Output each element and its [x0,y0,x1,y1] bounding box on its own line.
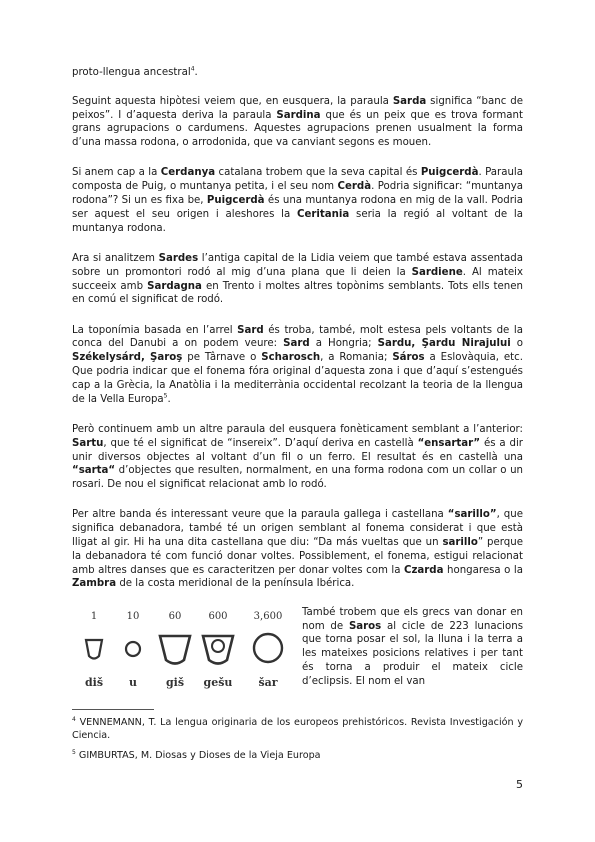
text: catalana trobem que la seva capital és [215,167,421,179]
sign-gesu-inner-circle [212,640,224,652]
text: a Hongria; [309,338,378,350]
text: . Al mateix succeeix amb [72,266,523,292]
sumerian-number-signs-figure [72,606,294,692]
paragraph-sarda [72,95,523,150]
sumerian-signs-svg [72,606,294,692]
text: Ara si analitzem [72,252,159,264]
footnotes [72,716,523,769]
bold-term: Sardagna [147,280,202,292]
bold-term: Sard [283,338,310,350]
text: La toponímia basada en l’arrel [72,324,238,336]
text: , a Romania; [320,352,393,364]
paragraph-continuation [72,66,523,80]
bold-term: Sardiene [411,266,463,278]
text: a Eslovàquia, etc. Que podria indicar que el fonema fóra original d’aquesta zona i que d’aquí s’estengués cap a la Grècia, la Anatòlia i la mediterrània occidental recolzant la teoria de la llengua de la Vella Europa [72,352,523,405]
bold-term: Puigcerdà [206,195,265,207]
bold-term: Ceritania [297,208,350,220]
text: Seguint aquesta hipòtesi veiem que, en eusquera, la paraula [72,95,393,107]
text: . Podria significar: “muntanya rodona”? Si un es fixa be, [72,181,523,207]
bold-term: Sard [237,324,264,336]
paragraph-sardes [72,252,523,307]
text: proto-llengua ancestral [72,67,191,78]
text: , que significa debanadora, també té un origen semblant al fonema considerat i que està lligat al gir. Hi ha una dita castellana que diu: “Da más vueltas que un [72,509,523,549]
sign-name-gis: giš [165,675,185,689]
text: de la costa meridional de la península Ibérica. [116,578,355,590]
text: significa “banc de peixos”. I d’aquesta deriva la paraula [72,95,523,121]
sign-number-1: 1 [90,610,98,622]
bold-term: Székelysárd, Şaroş [72,352,183,364]
footnote-ref-5: 5 [163,392,168,400]
text: és a dir unir diversos objectes al voltant d’un fil o un ferro. El resultat és en castellà una [72,437,523,463]
sign-name-dis: diš [84,675,104,689]
bold-term: sarillo [442,537,478,549]
document-body [72,66,523,692]
bold-term: Cerdanya [160,167,216,179]
sign-gis-glyph [160,636,190,664]
text: hongaresa o la [443,564,523,576]
paragraph-sarillo [72,508,523,591]
text: ” perque la debanadora té com funció donar voltes. Possiblement, el fonema, estigui relacionat amb altres danses que es caracteritzen per donar voltes com la [72,537,523,576]
bold-term: Sardes [158,252,199,264]
bold-term: Scharosch [261,352,321,364]
text: l’antiga capital de la Lidia veiem que també estava assentada sobre un promontori rodó al mig d’una plana que li deien la [72,252,523,278]
paragraph-toponimia [72,324,523,407]
bold-term: Cerdà [337,181,372,193]
footnote-text: GIMBURTAS, M. Diosas y Dioses de la Vieja Europa [78,750,321,761]
footnote-ref-4: 4 [190,65,195,73]
bold-term: Sardina [276,109,321,121]
text: és troba, també, molt estesa pels voltants de la conca del Danubi a on podem veure: [72,324,523,350]
sign-name-sar: šar [258,675,278,689]
text: pe Târnave o [182,352,262,364]
text: al cicle de 223 lunacions que torna posar el sol, la lluna i la terra a les mateixes posicions relatives i per tant és torna a produir el mateix cicle d’eclipsis. El nom el van [302,620,523,687]
bold-term: Puigcerdà [420,167,479,179]
bold-term: Sartu [72,437,104,449]
period: . [194,67,198,78]
sign-number-3600: 3,600 [253,610,283,622]
sign-number-10: 10 [126,610,140,622]
footnote-text: VENNEMANN, T. La lengua originaria de los europeos prehistóricos. Revista Investigación y Ciencia. [72,717,523,741]
footnote-4 [72,716,523,742]
sign-u-glyph [126,642,140,656]
bold-term: “sarillo” [447,509,497,521]
bold-term: Sáros [392,352,425,364]
bold-term: Czarda [404,564,444,576]
text: . Paraula composta de Puig, o muntanya petita, i el seu nom [72,167,523,193]
text: o [510,338,523,350]
text: que és un peix que es trova formant grans agrupacions o cardumens. Aquestes agrupacions prenen usualment la forma d’una massa rodona, o arrodonida, que va canviant segons es mouen. [72,109,523,149]
text: Per altre banda és interessant veure que la paraula gallega i castellana [72,509,448,521]
footnote-5 [72,749,523,762]
text: és una muntanya rodona en mig de la vall. Podria ser aquest el seu origen i aleshores la [72,195,523,220]
paragraph-saros [302,606,523,689]
text: , que té el significat de “insereix”. D’aquí deriva en castellà [103,437,418,449]
page-number: 5 [516,778,523,791]
sign-number-60: 60 [168,610,182,622]
bold-term: Sarda [392,95,427,107]
sign-number-600: 600 [208,610,228,622]
bold-term: Sardu, Şardu Nirajului [377,338,511,350]
sign-dis-glyph [86,640,102,659]
text: . [167,393,171,405]
bold-term: Zambra [72,578,117,590]
text: d’objectes que resulten, normalment, en una forma rodona com un collar o un rosari. De nou el significat relacionat amb lo rodó. [72,465,523,491]
paragraph-sartu [72,423,523,492]
footnote-separator [72,709,154,710]
text: en Trento i moltes altres topònims semblants. Tots ells tenen en comú el significat de rodó. [72,280,523,306]
text: Però continuem amb un altre paraula del eusquera fonèticament semblant a l’anterior: [72,423,523,435]
footnote-number: 5 [72,748,76,756]
figure-with-text [72,606,523,692]
footnote-number: 4 [72,715,76,723]
text: seria la regió al voltant de la muntanya rodona. [72,208,523,234]
bold-term: Saros [348,620,382,632]
bold-term: “ensartar” [417,437,481,449]
paragraph-cerdanya [72,166,523,235]
bold-term: “sarta“ [72,465,116,477]
text: També trobem que els grecs van donar en nom de [302,606,523,632]
sign-name-u: u [129,675,137,689]
sign-sar-glyph [254,634,282,662]
sign-name-gesu: gešu [203,675,233,689]
text: Si anem cap a la [72,167,161,179]
